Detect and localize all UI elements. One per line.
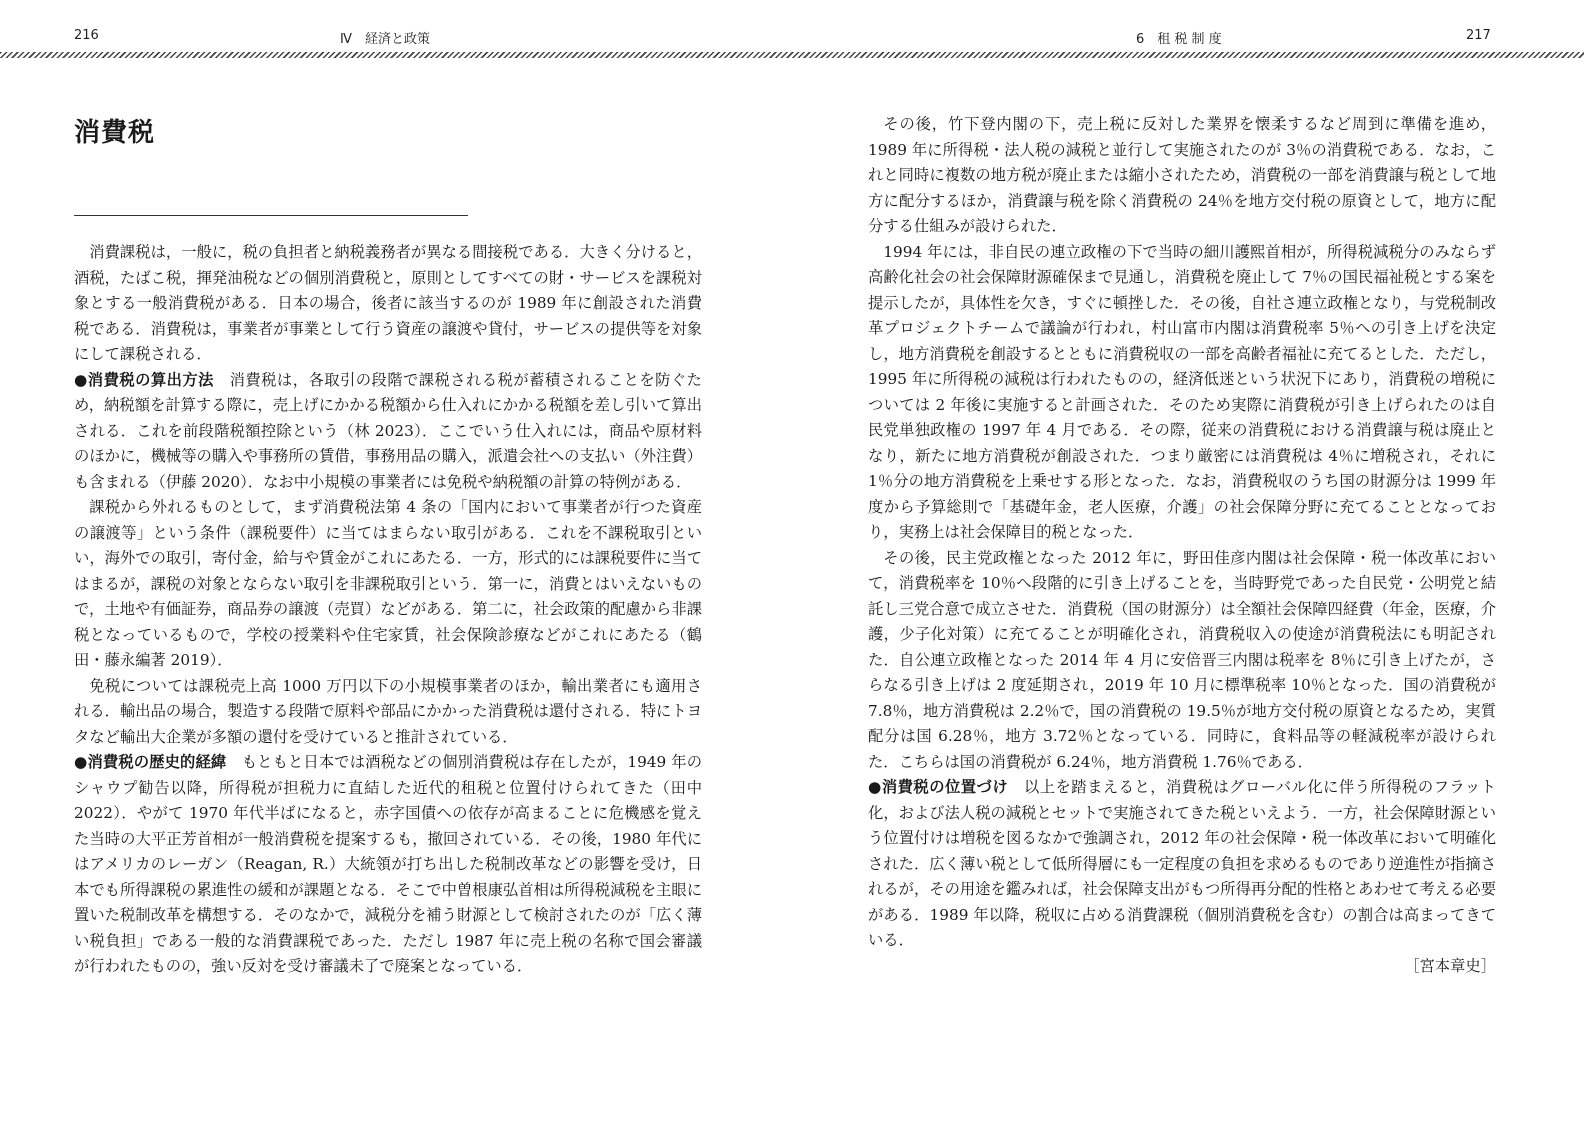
section3-heading: ●消費税の位置づけ — [868, 778, 1009, 796]
section2-paragraph-3: 1994 年には，非自民の連立政権の下で当時の細川護熙首相が，所得税減税分のみならず高齢化社会の社会保障財源確保まで見通し，消費税を廃止して 7％の国民福祉税とする案を提示したが，具体性を欠き，すぐに頓挫した．その後，自社さ連立政権となり，与党税制改革プロジェクトチームで議論が行われ，村山富市内閣は消費税率 5％への引き上げを決定し，地方消費税を創設するとともに消費税収の一部を高齢者福祉に充てるとした．ただし，1995 年に所得税の減税は行われたものの，経済低迷という状況下にあり，消費税の増税については 2 年後に実施すると計画された．そのため実際に消費税が引き上げられたのは自民党単独政権の 1997 年 4 月である．その際，従来の消費税における消費譲与税は廃止となり，新たに地方消費税が創設された．つまり厳密には消費税は 4％に増税され，それに 1％分の地方消費税を上乗せする形となった．なお，消費税収のうち国の財源分は 1999 年度から予算総則で「基礎年金，老人医療，介護」の社会保障分野に充てることとなっており，実務上は社会保障目的税となった． — [868, 242, 1496, 541]
title-rule — [74, 215, 468, 216]
section3-paragraph — [868, 775, 1496, 954]
left-page — [74, 108, 702, 980]
section1-text: 消費税は，各取引の段階で課税される税が蓄積されることを防ぐため，納税額を計算する際に，売上げにかかる税額から仕入れにかかる税額を差し引いて算出される．これを前段階税額控除という（林 2023）．ここでいう仕入れには，商品や原材料のほかに，機械等の購入や事務所の賃借，事務用品の購入，派遣会社への支払い（外注費）も含まれる（伊藤 2020）．なお中小規模の事業者には免税や納税額の計算の特例がある． — [74, 370, 702, 491]
section2-text: もともと日本では酒税などの個別消費税は存在したが，1949 年のシャウプ勧告以降，所得税が担税力に直結した近代的租税と位置付けられてきた（田中 2022）．やがて 1970 年代半ばになると，赤字国債への依存が高まることに危機感を覚えた当時の大平正芳首相が一般消費税を提案するも，撤回されている．その後，1980 年代にはアメリカのレーガン（Reagan, R.）大統領が打ち出した税制改革などの影響を受け，日本でも所得課税の累進性の緩和が課題となる．そこで中曽根康弘首相は所得税減税を主眼に置いた税制改革を構想する．そのなかで，減税分を補う財源として検討されたのが「広く薄い税負担」である一般的な消費課税であった．ただし 1987 年に売上税の名称で国会審議が行われたものの，強い反対を受け審議未了で廃案となっている． — [74, 753, 702, 975]
section1-heading: ●消費税の算出方法 — [74, 370, 214, 389]
left-page-number: 216 — [74, 28, 99, 43]
section1-paragraph — [74, 368, 702, 496]
header-hatch-rule — [0, 52, 1584, 58]
section1-paragraph-3: 免税については課税売上高 1000 万円以下の小規模事業者のほか，輸出業者にも適用される．輸出品の場合，製造する段階で原料や部品にかかった消費税は還付される．特にトヨタなど輸出大企業が多額の還付を受けていると推計されている． — [74, 676, 702, 746]
section3-text: 以上を踏まえると，消費税はグローバル化に伴う所得税のフラット化，および法人税の減税とセットで実施されてきた税といえよう．一方，社会保障財源という位置付けは増税を図るなかで強調され，2012 年の社会保障・税一体改革において明確化された．広く薄い税として低所得層にも一定程度の負担を求めるものであり逆進性が指摘されるが，その用途を鑑みれば，社会保障支出がもつ所得再分配的性格とあわせて考える必要がある．1989 年以降，税収に占める消費課税（個別消費税を含む）の割合は高まってきている． — [868, 778, 1496, 949]
right-page — [868, 112, 1496, 979]
section2-paragraph — [74, 750, 702, 980]
author-credit: ［宮本章史］ — [1404, 956, 1496, 975]
section2-paragraph-2: その後，竹下登内閣の下，売上税に反対した業界を懐柔するなど周到に準備を進め，1989 年に所得税・法人税の減税と並行して実施されたのが 3％の消費税である．なお，これと同時に複数の地方税が廃止または縮小されたため，消費税の一部を消費譲与税として地方に配分するほか，消費譲与税を除く消費税の 24％を地方交付税の原資として，地方に配分する仕組みが設けられた． — [868, 115, 1496, 235]
right-running-head: 6 租 税 制 度 — [1136, 32, 1222, 47]
right-page-number: 217 — [1466, 28, 1491, 43]
article-title: 消費税 — [74, 118, 156, 148]
section1-paragraph-2: 課税から外れるものとして，まず消費税法第 4 条の「国内において事業者が行つた資産の譲渡等」という条件（課税要件）に当てはまらない取引がある．これを不課税取引といい，海外での取引，寄付金，給与や賃金がこれにあたる．一方，形式的には課税要件に当てはまるが，課税の対象とならない取引を非課税取引という．第一に，消費とはいえないもので，土地や有価証券，商品券の譲渡（売買）などがある．第二に，社会政策的配慮から非課税となっているもので，学校の授業料や住宅家賃，社会保険診療などがこれにあたる（鶴田・藤永編著 2019）． — [74, 498, 702, 669]
intro-paragraph: 消費課税は，一般に，税の負担者と納税義務者が異なる間接税である．大きく分けると，酒税，たばこ税，揮発油税などの個別消費税と，原則としてすべての財・サービスを課税対象とする一般消費税がある．日本の場合，後者に該当するのが 1989 年に創設された消費税である．消費税は，事業者が事業として行う資産の譲渡や貸付，サービスの提供等を対象にして課税される． — [74, 243, 702, 363]
section2-paragraph-4: その後，民主党政権となった 2012 年に，野田佳彦内閣は社会保障・税一体改革において，消費税率を 10％へ段階的に引き上げることを，当時野党であった自民党・公明党と結託し三党合意で成立させた．消費税（国の財源分）は全額社会保障四経費（年金，医療，介護，少子化対策）に充てることが明確化され，消費税収入の使途が消費税法にも明記された．自公連立政権となった 2014 年 4 月に安倍晋三内閣は税率を 8％に引き上げたが，さらなる引き上げは 2 度延期され，2019 年 10 月に標準税率 10％となった．国の消費税が 7.8％，地方消費税は 2.2％で，国の消費税の 19.5％が地方交付税の原資となるため，実質配分は国 6.28％，地方 3.72％となっている．同時に，食料品等の軽減税率が設けられた．こちらは国の消費税が 6.24％，地方消費税 1.76％である． — [868, 548, 1496, 771]
section2-heading: ●消費税の歴史的経緯 — [74, 753, 227, 771]
left-running-head: Ⅳ 経済と政策 — [340, 32, 430, 47]
